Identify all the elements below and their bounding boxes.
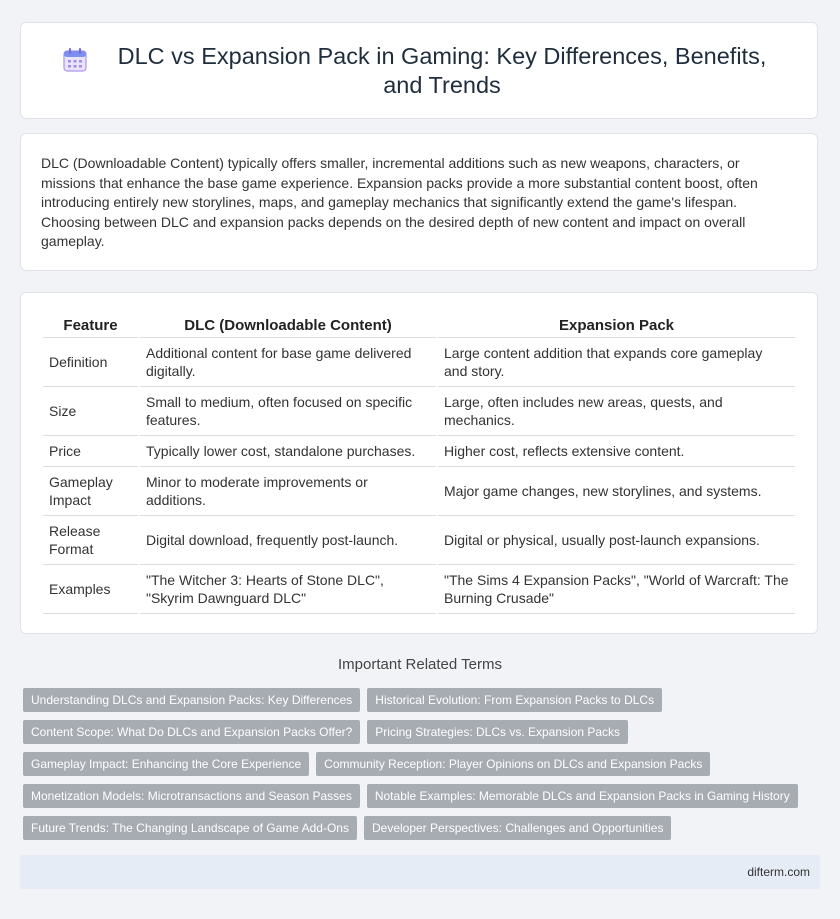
header-card [20, 22, 818, 119]
row-expansion: "The Sims 4 Expansion Packs", "World of Warcraft: The Burning Crusade" [438, 565, 795, 614]
related-term-tag[interactable]: Future Trends: The Changing Landscape of Game Add-Ons [23, 816, 357, 840]
table-row [43, 467, 795, 516]
row-feature: Release Format [43, 516, 138, 565]
related-term-tag[interactable]: Gameplay Impact: Enhancing the Core Experience [23, 752, 309, 776]
comparison-table [41, 311, 797, 614]
table-row [43, 436, 795, 467]
related-terms-list [23, 688, 823, 848]
tag-row [23, 720, 823, 744]
related-term-tag[interactable]: Content Scope: What Do DLCs and Expansion Packs Offer? [23, 720, 360, 744]
footer [20, 855, 820, 889]
tag-row [23, 752, 823, 776]
row-feature: Definition [43, 338, 138, 387]
header-feature: Feature [43, 311, 138, 338]
tag-row [23, 784, 823, 808]
row-dlc: Small to medium, often focused on specific features. [140, 387, 436, 436]
row-expansion: Large content addition that expands core gameplay and story. [438, 338, 795, 387]
table-row [43, 338, 795, 387]
related-terms-title: Important Related Terms [338, 656, 502, 673]
row-dlc: Additional content for base game delivered digitally. [140, 338, 436, 387]
row-expansion: Large, often includes new areas, quests, and mechanics. [438, 387, 795, 436]
row-dlc: Typically lower cost, standalone purchases. [140, 436, 436, 467]
related-term-tag[interactable]: Historical Evolution: From Expansion Packs to DLCs [367, 688, 662, 712]
row-feature: Examples [43, 565, 138, 614]
footer-site-link[interactable]: difterm.com [747, 865, 810, 879]
page-title: DLC vs Expansion Pack in Gaming: Key Differences, Benefits, and Trends [117, 42, 767, 98]
related-term-tag[interactable]: Pricing Strategies: DLCs vs. Expansion Packs [367, 720, 628, 744]
row-feature: Size [43, 387, 138, 436]
tag-row [23, 816, 823, 840]
related-term-tag[interactable]: Understanding DLCs and Expansion Packs: Key Differences [23, 688, 360, 712]
intro-text: DLC (Downloadable Content) typically offers smaller, incremental additions such as new weapons, characters, or missions that enhance the base game experience. Expansion packs provide a more substantial content boost, often introducing entirely new storylines, maps, and gameplay mechanics that significantly extend the game's lifespan. Choosing between DLC and expansion packs depends on the desired depth of new content and impact on overall gameplay. [41, 155, 758, 249]
table-row [43, 387, 795, 436]
related-term-tag[interactable]: Developer Perspectives: Challenges and Opportunities [364, 816, 672, 840]
related-term-tag[interactable]: Community Reception: Player Opinions on DLCs and Expansion Packs [316, 752, 710, 776]
row-feature: Gameplay Impact [43, 467, 138, 516]
table-row [43, 516, 795, 565]
intro-card [20, 133, 818, 271]
row-expansion: Higher cost, reflects extensive content. [438, 436, 795, 467]
table-row [43, 565, 795, 614]
row-feature: Price [43, 436, 138, 467]
row-expansion: Digital or physical, usually post-launch expansions. [438, 516, 795, 565]
header-expansion: Expansion Pack [438, 311, 795, 338]
row-dlc: "The Witcher 3: Hearts of Stone DLC", "Skyrim Dawnguard DLC" [140, 565, 436, 614]
related-term-tag[interactable]: Notable Examples: Memorable DLCs and Expansion Packs in Gaming History [367, 784, 798, 808]
header [21, 23, 817, 118]
calendar-icon [61, 46, 89, 74]
row-dlc: Digital download, frequently post-launch. [140, 516, 436, 565]
tag-row [23, 688, 823, 712]
related-term-tag[interactable]: Monetization Models: Microtransactions and Season Passes [23, 784, 360, 808]
row-dlc: Minor to moderate improvements or additions. [140, 467, 436, 516]
header-dlc: DLC (Downloadable Content) [140, 311, 436, 338]
row-expansion: Major game changes, new storylines, and systems. [438, 467, 795, 516]
comparison-card [20, 292, 818, 634]
table-header-row [43, 311, 795, 338]
